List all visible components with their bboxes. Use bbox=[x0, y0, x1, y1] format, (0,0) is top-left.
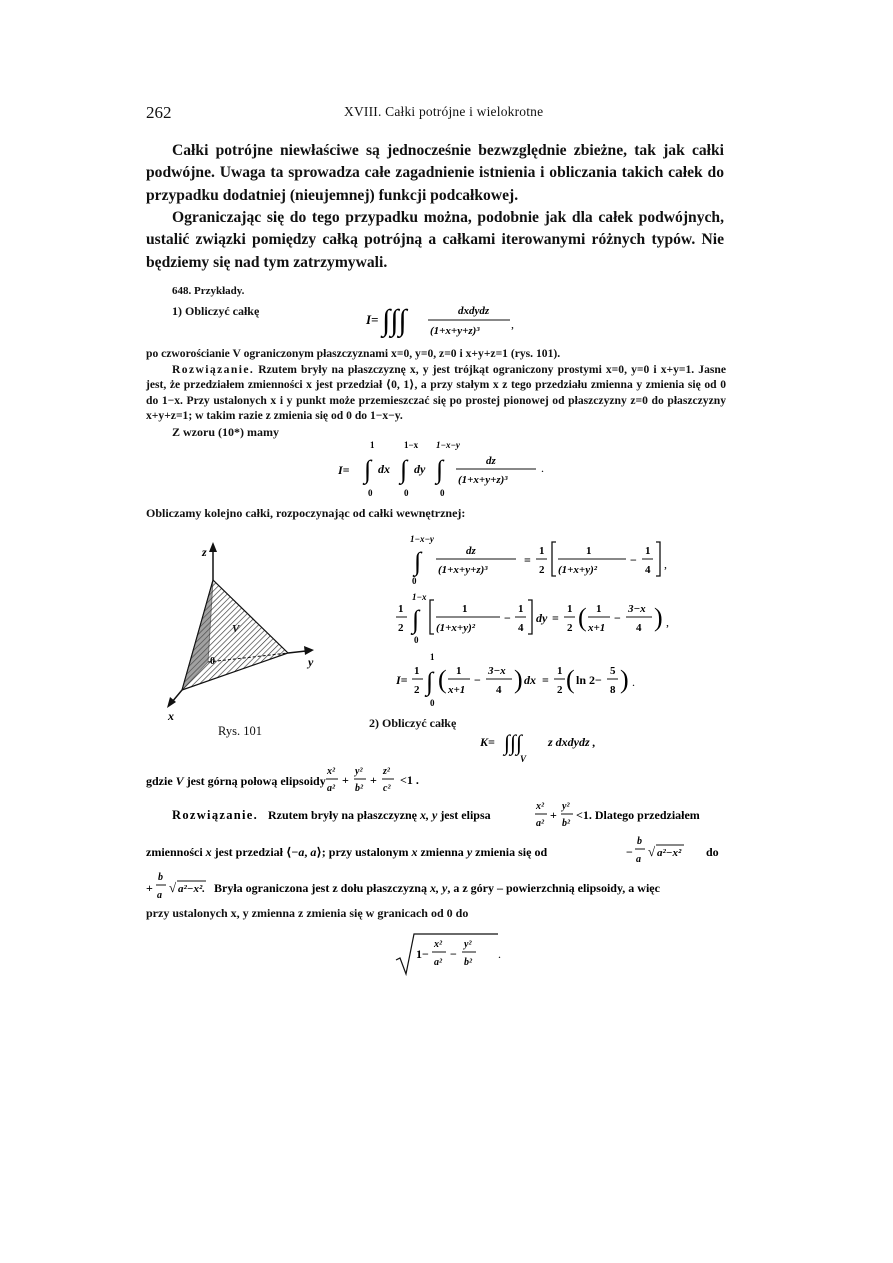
example-1-intro: 1) Obliczyć całkę bbox=[172, 304, 260, 318]
svg-text:dz: dz bbox=[466, 545, 476, 557]
svg-text:∫: ∫ bbox=[414, 547, 422, 576]
svg-text:2: 2 bbox=[539, 564, 545, 576]
svg-text:,: , bbox=[664, 557, 667, 571]
svg-text:Rozwiązanie.: Rozwiązanie. bbox=[172, 808, 259, 822]
svg-text:√: √ bbox=[169, 880, 177, 895]
svg-text:do: do bbox=[706, 845, 719, 859]
svg-text:y²: y² bbox=[355, 766, 363, 777]
svg-text:3−x: 3−x bbox=[488, 665, 506, 677]
svg-text:x²: x² bbox=[327, 766, 335, 777]
svg-text:y²: y² bbox=[562, 801, 570, 812]
svg-text:(: ( bbox=[566, 665, 575, 694]
solid-label: V bbox=[232, 623, 240, 635]
svg-text:∫: ∫ bbox=[412, 605, 420, 634]
svg-text:x+1: x+1 bbox=[448, 684, 466, 696]
y-axis bbox=[288, 651, 306, 653]
svg-text:1: 1 bbox=[414, 665, 420, 677]
svg-text:I=: I= bbox=[366, 312, 379, 327]
svg-text:4: 4 bbox=[496, 684, 502, 696]
svg-text:(: ( bbox=[578, 603, 587, 632]
solution-2-line-d: przy ustalonych x, y zmienna z zmienia się w granicach od 0 do bbox=[146, 906, 469, 920]
formula-reference-line: Z wzoru (10*) mamy bbox=[172, 425, 279, 439]
svg-text:1: 1 bbox=[518, 603, 524, 615]
svg-text:a: a bbox=[636, 854, 641, 865]
solution-1-body: Rzutem bryły na płaszczyznę x, y jest trójkąt ograniczony prostymi x=0, y=0 i x+y=1. Jasne jest, że przedziałem zmienności x jest przedział ⟨0, 1⟩, a przy stałym x z tego przedziału zmienna y zmienia się od 0 do 1−x. Przy ustalonych x i y punkt może przemieszczać się po prostej pionowej od płaszczyzny z=0 do płaszczyzny x+y+z=1; w takim razie z zmienia się od 0 do 1−x−y. bbox=[146, 363, 726, 422]
svg-text:dz: dz bbox=[486, 455, 496, 467]
svg-text:y²: y² bbox=[464, 939, 472, 950]
solution-2-line-c bbox=[146, 868, 736, 908]
formula-iterated-integral bbox=[336, 438, 556, 500]
svg-text:1: 1 bbox=[586, 545, 592, 557]
svg-text:1: 1 bbox=[645, 545, 651, 557]
svg-text:+: + bbox=[370, 773, 377, 787]
axis-label-x: x bbox=[168, 709, 174, 723]
svg-text:dxdydz: dxdydz bbox=[458, 305, 490, 317]
svg-text:1−x−y: 1−x−y bbox=[436, 440, 460, 450]
svg-text:∫∫∫: ∫∫∫ bbox=[382, 304, 407, 337]
svg-text:−: − bbox=[474, 673, 481, 687]
svg-text:0: 0 bbox=[404, 488, 409, 498]
svg-text:a²−x²: a²−x² bbox=[657, 847, 682, 859]
svg-text:I=: I= bbox=[396, 673, 408, 687]
paragraph-improper-integrals: Całki potrójne niewłaściwe są jednocześnie bezwzględnie zbieżne, tak jak całki podwójne. Uwaga ta sprowadza całe zagadnienie istnienia i obliczania takich całek do przypadku dodatniej (nieujemnej) funkcji podcałkowej. bbox=[146, 142, 724, 204]
svg-text:1: 1 bbox=[557, 665, 563, 677]
svg-text:b: b bbox=[637, 836, 642, 847]
svg-text:.: . bbox=[632, 675, 635, 689]
solution-1-text bbox=[146, 362, 726, 423]
svg-text:gdzie V jest górną połową elip: gdzie V jest górną połową elipsoidy bbox=[146, 774, 326, 788]
svg-text:=: = bbox=[552, 611, 559, 625]
svg-text:a²: a² bbox=[536, 818, 544, 829]
svg-text:∫: ∫ bbox=[364, 455, 372, 484]
svg-text:4: 4 bbox=[645, 564, 651, 576]
svg-text:dx: dx bbox=[524, 673, 536, 687]
svg-text:∫: ∫ bbox=[436, 455, 444, 484]
svg-text:∫: ∫ bbox=[400, 455, 408, 484]
svg-text:∫: ∫ bbox=[426, 667, 434, 696]
svg-text:0: 0 bbox=[440, 488, 445, 498]
svg-text:1: 1 bbox=[456, 665, 462, 677]
svg-text:=: = bbox=[542, 673, 549, 687]
svg-text:1: 1 bbox=[567, 603, 573, 615]
svg-text:z²: z² bbox=[383, 766, 390, 777]
svg-text:a²: a² bbox=[434, 957, 442, 968]
svg-text:−: − bbox=[504, 611, 511, 625]
solution-2-line-a bbox=[146, 796, 736, 836]
svg-text:5: 5 bbox=[610, 665, 616, 677]
svg-text:.: . bbox=[498, 947, 501, 961]
svg-text:1: 1 bbox=[398, 603, 404, 615]
svg-text:+: + bbox=[342, 773, 349, 787]
svg-text:1: 1 bbox=[430, 652, 435, 662]
svg-text:(1+x+y)²: (1+x+y)² bbox=[558, 564, 598, 576]
svg-text:4: 4 bbox=[518, 622, 524, 634]
solution-label: Rozwiązanie. bbox=[172, 363, 255, 376]
svg-text:2: 2 bbox=[398, 622, 404, 634]
formula-K bbox=[480, 728, 620, 768]
figure-tetrahedron bbox=[162, 540, 322, 725]
svg-text:+: + bbox=[550, 808, 557, 822]
svg-text:1−x: 1−x bbox=[404, 440, 419, 450]
running-head: XVIII. Całki potrójne i wielokrotne bbox=[344, 104, 544, 119]
svg-text:(1+x+y+z)³: (1+x+y+z)³ bbox=[438, 564, 488, 576]
svg-text:(: ( bbox=[438, 665, 447, 694]
paragraph-iterated-relations: Ograniczając się do tego przypadku można, podobnie jak dla całek podwójnych, ustalić związki pomiędzy całką potrójną a całkami iterowanymi różnych typów. Nie będziemy się nad tym zatrzymywali. bbox=[146, 209, 724, 271]
svg-text:dy: dy bbox=[536, 611, 548, 625]
svg-text:Rzutem bryły na płaszczyznę x,: Rzutem bryły na płaszczyznę x, y jest elipsa bbox=[268, 808, 491, 822]
svg-text:<1. Dlatego przedziałem: <1. Dlatego przedziałem bbox=[576, 808, 700, 822]
svg-text:b: b bbox=[158, 872, 163, 883]
example-2-intro: 2) Obliczyć całkę bbox=[369, 716, 457, 730]
formula-step-3 bbox=[396, 650, 666, 708]
axis-label-y: y bbox=[308, 655, 314, 669]
formula-triple-integral-I bbox=[362, 298, 522, 342]
svg-text:x²: x² bbox=[434, 939, 442, 950]
svg-text:b²: b² bbox=[464, 957, 472, 968]
svg-text:=: = bbox=[524, 553, 531, 567]
svg-text:2: 2 bbox=[557, 684, 563, 696]
svg-text:0: 0 bbox=[414, 635, 419, 645]
svg-text:): ) bbox=[654, 603, 663, 632]
svg-text:): ) bbox=[620, 665, 629, 694]
svg-text:ln 2−: ln 2− bbox=[576, 673, 602, 687]
svg-text:1: 1 bbox=[539, 545, 545, 557]
svg-text:1−: 1− bbox=[416, 947, 429, 961]
origin-label: 0 bbox=[210, 656, 215, 667]
svg-text:a²−x².: a²−x². bbox=[178, 883, 206, 895]
svg-text:−: − bbox=[630, 553, 637, 567]
svg-text:K=: K= bbox=[480, 735, 495, 749]
svg-text:(1+x+y+z)³: (1+x+y+z)³ bbox=[458, 474, 508, 486]
solution-2-line-b bbox=[146, 832, 736, 872]
svg-text:(1+x+y)²: (1+x+y)² bbox=[436, 622, 476, 634]
compute-line: Obliczamy kolejno całki, rozpoczynając od całki wewnętrznej: bbox=[146, 506, 466, 520]
svg-text:√: √ bbox=[648, 844, 656, 859]
formula-step-1 bbox=[400, 532, 680, 588]
svg-text:2: 2 bbox=[414, 684, 420, 696]
z-axis-arrow-icon bbox=[209, 542, 217, 552]
svg-text:8: 8 bbox=[610, 684, 616, 696]
svg-text:1: 1 bbox=[596, 603, 602, 615]
svg-text:−: − bbox=[614, 611, 621, 625]
svg-text:∫∫∫: ∫∫∫ bbox=[504, 730, 523, 755]
svg-text:0: 0 bbox=[412, 576, 417, 586]
svg-text:z dxdydz ,: z dxdydz , bbox=[548, 735, 596, 749]
svg-text:3−x: 3−x bbox=[628, 603, 646, 615]
svg-text:I=: I= bbox=[338, 463, 350, 477]
axis-label-z: z bbox=[202, 545, 207, 559]
svg-text:0: 0 bbox=[368, 488, 373, 498]
svg-text:b²: b² bbox=[355, 783, 363, 794]
svg-text:.: . bbox=[541, 461, 544, 475]
y-axis-arrow-icon bbox=[304, 646, 314, 655]
svg-text:a: a bbox=[157, 890, 162, 901]
svg-text:): ) bbox=[514, 665, 523, 694]
svg-text:<1 .: <1 . bbox=[400, 773, 419, 787]
svg-text:b²: b² bbox=[562, 818, 570, 829]
svg-text:a²: a² bbox=[327, 783, 335, 794]
svg-text:4: 4 bbox=[636, 622, 642, 634]
svg-text:x+1: x+1 bbox=[588, 622, 606, 634]
figure-caption: Rys. 101 bbox=[218, 724, 262, 738]
svg-text:1: 1 bbox=[370, 440, 375, 450]
svg-text:dx: dx bbox=[378, 462, 390, 476]
svg-text:x²: x² bbox=[536, 801, 544, 812]
svg-text:Bryła ograniczona jest z dołu: Bryła ograniczona jest z dołu płaszczyzną x, y, a z góry – powierzchnią elipsoidy, a więc bbox=[214, 881, 660, 895]
svg-text:2: 2 bbox=[567, 622, 573, 634]
svg-text:,: , bbox=[666, 615, 669, 629]
svg-text:1−x−y: 1−x−y bbox=[410, 534, 434, 544]
svg-text:(1+x+y+z)³: (1+x+y+z)³ bbox=[430, 325, 480, 337]
svg-text:V: V bbox=[520, 754, 527, 764]
svg-text:,: , bbox=[511, 317, 514, 331]
svg-text:dy: dy bbox=[414, 462, 426, 476]
svg-text:−: − bbox=[450, 947, 457, 961]
tetrahedron-description: po czworościanie V ograniczonym płaszczyznami x=0, y=0, z=0 i x+y+z=1 (rys. 101). bbox=[146, 347, 561, 360]
svg-text:0: 0 bbox=[430, 698, 435, 708]
svg-text:zmienności x jest przedział ⟨−: zmienności x jest przedział ⟨−a, a⟩; przy ustalonym x zmienna y zmienia się od bbox=[146, 845, 548, 859]
svg-text:+: + bbox=[146, 881, 153, 895]
svg-text:−: − bbox=[626, 845, 633, 859]
section-heading: 648. Przykłady. bbox=[172, 285, 245, 297]
formula-step-2 bbox=[396, 590, 686, 646]
svg-text:1−x: 1−x bbox=[412, 592, 427, 602]
svg-text:c²: c² bbox=[383, 783, 391, 794]
ellipsoid-line bbox=[146, 760, 486, 796]
formula-final-sqrt bbox=[394, 930, 514, 978]
svg-text:1: 1 bbox=[462, 603, 468, 615]
page-number: 262 bbox=[146, 103, 172, 122]
